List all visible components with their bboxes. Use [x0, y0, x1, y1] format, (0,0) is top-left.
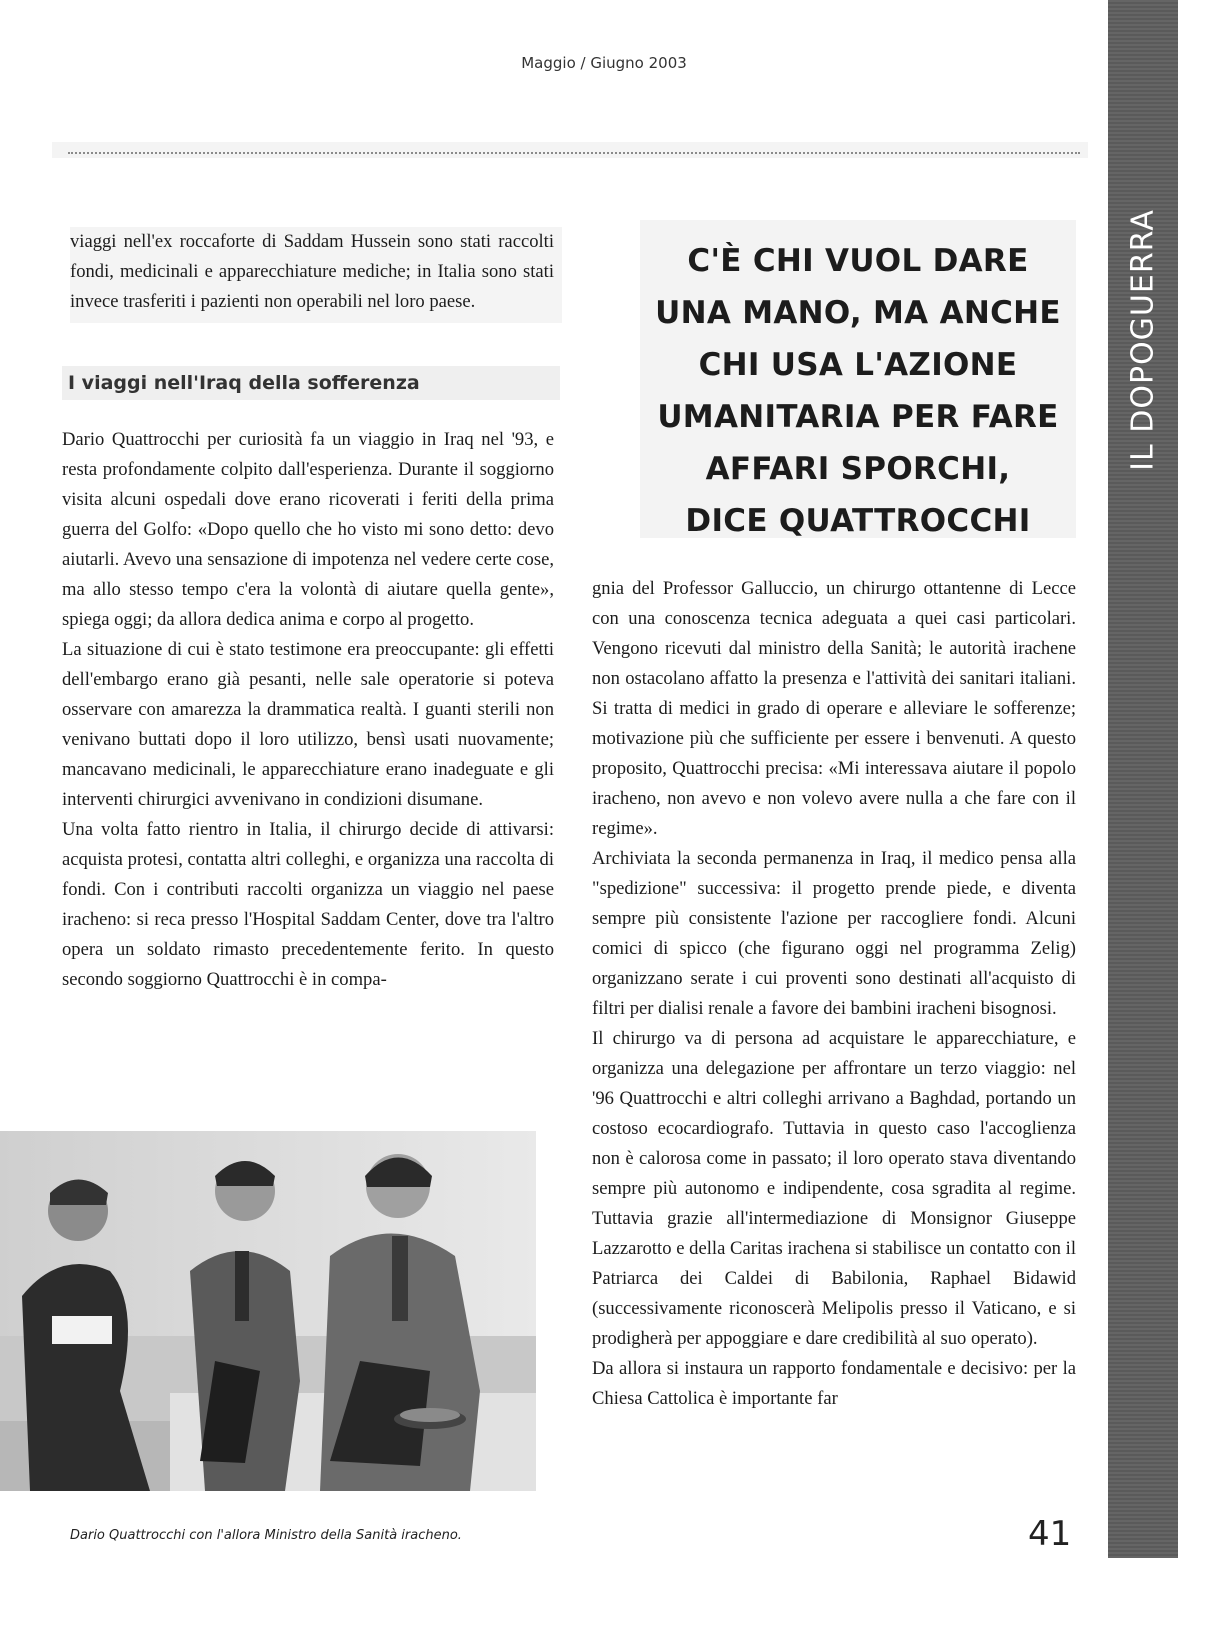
right-article-column: [592, 574, 1076, 1414]
section-tab-label: IL DOPOGUERRA: [1125, 209, 1161, 471]
photo-illustration: [0, 1131, 536, 1491]
page-number: 41: [1028, 1514, 1072, 1554]
article-photo: [0, 1131, 536, 1491]
left-paragraph: Una volta fatto rientro in Italia, il chirurgo decide di attivarsi: acquista protesi, contatta altri colleghi, e organizza una raccolta di fondi. Con i contributi raccolti organizza un viaggio nel paese iracheno: si reca presso l'Hospital Saddam Center, dove tra l'altro opera un soldato rimasto precedentemente ferito. In questo secondo soggiorno Quattrocchi è in compa-: [62, 819, 554, 990]
pull-quote-line: UNA MANO, MA ANCHE: [655, 295, 1061, 331]
left-article-column: [62, 425, 554, 995]
intro-text: viaggi nell'ex roccaforte di Saddam Hussein sono stati raccolti fondi, medicinali e apparecchiature mediche; in Italia sono stati invece trasferiti i pazienti non operabili nel loro paese.: [70, 231, 554, 312]
pull-quote: [640, 235, 1076, 547]
pull-quote-line: DICE QUATTROCCHI: [685, 503, 1031, 539]
issue-date-header: Maggio / Giugno 2003: [521, 54, 687, 72]
photo-caption: Dario Quattrocchi con l'allora Ministro della Sanità iracheno.: [70, 1528, 462, 1543]
pull-quote-line: C'È CHI VUOL DARE: [687, 243, 1029, 279]
left-paragraph: Dario Quattrocchi per curiosità fa un viaggio in Iraq nel '93, e resta profondamente colpito dall'esperienza. Durante il soggiorno visita alcuni ospedali dove erano ricoverati i feriti della prima guerra del Golfo: «Dopo quello che ho visto mi sono detto: devo aiutarli. Avevo una sensazione di impotenza nel vedere certe cose, ma allo stesso tempo c'era la volontà di aiutare quella gente», spiega oggi; da allora dedica anima e corpo al progetto.: [62, 429, 554, 630]
right-paragraph: gnia del Professor Galluccio, un chirurgo ottantenne di Lecce con una conoscenza tecnica adeguata a quei casi particolari. Vengono ricevuti dal ministro della Sanità; le autorità irachene non ostacolano affatto la presenza e l'attività dei sanitari italiani. Si tratta di medici in grado di operare e alleviare le sofferenze; motivazione più che sufficiente per essere i benvenuti. A questo proposito, Quattrocchi precisa: «Mi interessava aiutare il popolo iracheno, non avevo e non volevo avere nulla a che fare con il regime».: [592, 578, 1076, 839]
intro-paragraph: [70, 227, 562, 323]
dotted-divider: [52, 142, 1088, 158]
section-title: I viaggi nell'Iraq della sofferenza: [62, 366, 560, 400]
right-paragraph: Il chirurgo va di persona ad acquistare le apparecchiature, e organizza una delegazione per affrontare un terzo viaggio: nel '96 Quattrocchi e altri colleghi arrivano a Baghdad, portando un costoso ecocardiografo. Tuttavia in questo caso l'accoglienza non è calorosa come in passato; il loro operato stava diventando sempre più autonomo e indipendente, cosa sgradita al regime. Tuttavia grazie all'intermediazione di Monsignor Giuseppe Lazzarotto e della Caritas irachena si stabilisce un contatto con il Patriarca dei Caldei di Babilonia, Raphael Bidawid (successivamente riconoscerà Melipolis presso il Vaticano, e si prodigherà per appoggiare e dare credibilità al suo operato).: [592, 1028, 1076, 1349]
pull-quote-line: CHI USA L'AZIONE: [698, 347, 1018, 383]
left-paragraph: La situazione di cui è stato testimone era preoccupante: gli effetti dell'embargo erano già pesanti, nelle sale operatorie si poteva osservare con amarezza la drammatica realtà. I guanti sterili non venivano buttati dopo il loro utilizzo, bensì usati nuovamente; mancavano medicinali, le apparecchiature erano inadeguate e gli interventi chirurgici avvenivano in condizioni disumane.: [62, 639, 554, 810]
right-paragraph: Da allora si instaura un rapporto fondamentale e decisivo: per la Chiesa Cattolica è importante far: [592, 1358, 1076, 1409]
pull-quote-line: UMANITARIA PER FARE: [657, 399, 1059, 435]
right-paragraph: Archiviata la seconda permanenza in Iraq, il medico pensa alla "spedizione" successiva: il progetto prende piede, e diventa sempre più consistente l'azione per raccogliere fondi. Alcuni comici di spicco (che figurano oggi nel programma Zelig) organizzano serate i cui proventi sono destinati all'acquisto di filtri per dialisi renale a favore dei bambini iracheni bisognosi.: [592, 848, 1076, 1019]
pull-quote-line: AFFARI SPORCHI,: [705, 451, 1011, 487]
